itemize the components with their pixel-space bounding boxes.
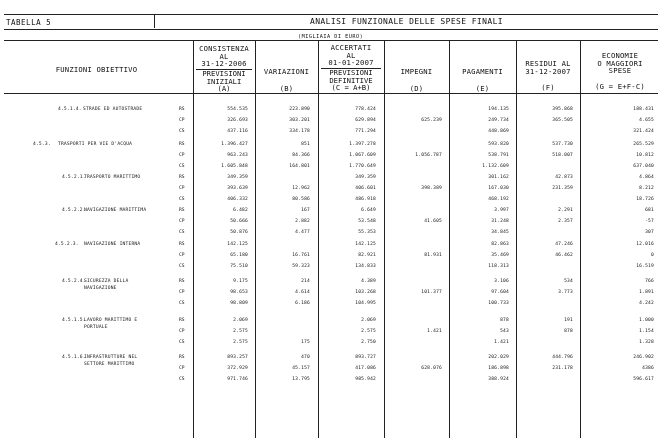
row-type-label: CS (179, 197, 185, 202)
function-code: 4.5.1.6. (62, 355, 86, 360)
cell-value: 307 (645, 230, 654, 235)
cell-value: 9.175 (233, 279, 248, 284)
cell-value: 4.614 (295, 290, 310, 295)
cell-value: 963.243 (227, 153, 248, 158)
cell-value: 0 (651, 253, 654, 258)
cell-value: 534 (564, 279, 573, 284)
cell-value: 46.462 (555, 253, 573, 258)
header-variazioni: VARIAZIONI (B) (263, 67, 310, 93)
cell-value: 878 (564, 329, 573, 334)
cell-value: 50.876 (230, 230, 248, 235)
cell-value: 893.257 (227, 355, 248, 360)
cell-value: 265.529 (633, 142, 654, 147)
function-label: STRADE ED AUTOSTRADE (83, 107, 143, 112)
cell-value: 388.924 (488, 377, 509, 382)
cell-value: 437.116 (227, 129, 248, 134)
cell-value: 1.132.609 (482, 164, 509, 169)
cell-value: 223.890 (289, 107, 310, 112)
cell-value: 1.397.278 (349, 142, 376, 147)
cell-value: 12.016 (636, 242, 654, 247)
cell-value: 35.469 (491, 253, 509, 258)
header-bottom-rule (4, 93, 658, 94)
cell-value: 3.106 (494, 279, 509, 284)
cell-value: 8.212 (639, 186, 654, 191)
cell-value: 2.575 (233, 329, 248, 334)
cell-value: 1.396.427 (221, 142, 248, 147)
cell-value: 448.869 (488, 129, 509, 134)
function-label: TRASPORTO MARITTIMO (84, 175, 141, 180)
cell-value: 41.605 (424, 219, 442, 224)
cell-value: 1.891 (639, 290, 654, 295)
cell-value: 625.239 (421, 118, 442, 123)
header-top-rule (4, 40, 658, 41)
cell-value: 1.605.848 (221, 164, 248, 169)
cell-value: 167 (301, 208, 310, 213)
cell-value: 18.726 (636, 197, 654, 202)
function-label: TRASPORTI PER VIE D'ACQUA (58, 142, 133, 147)
page-subtitle: (MIGLIAIA DI EURO) (298, 34, 364, 40)
function-code: 4.5.2.1. (62, 175, 86, 180)
cell-value: 10.812 (636, 153, 654, 158)
cell-value: 349.359 (355, 175, 376, 180)
cell-value: 2.750 (361, 340, 376, 345)
cell-value: 395.868 (552, 107, 573, 112)
cell-value: 321.424 (633, 129, 654, 134)
cell-value: 1.067.609 (349, 153, 376, 158)
cell-value: 4.864 (639, 175, 654, 180)
cell-value: 470 (301, 355, 310, 360)
function-code: 4.5.2.4. (62, 279, 86, 284)
cell-value: 1.000 (639, 318, 654, 323)
cell-value: 65.180 (230, 253, 248, 258)
header-pagamenti: PAGAMENTI (E) (462, 67, 503, 93)
function-code: 4.5.1.4. (58, 107, 82, 112)
cell-value: 55.353 (358, 230, 376, 235)
cell-value: 372.929 (227, 366, 248, 371)
cell-value: 6.482 (233, 208, 248, 213)
cell-value: 1.421 (427, 329, 442, 334)
cell-value: 593.820 (488, 142, 509, 147)
cell-value: 3.997 (494, 208, 509, 213)
cell-value: 191 (564, 318, 573, 323)
cell-value: 194.135 (488, 107, 509, 112)
cell-value: 142.125 (227, 242, 248, 247)
top-rule (4, 14, 658, 15)
header-residui: RESIDUI AL 31-12-2007 (F) (525, 59, 571, 93)
cell-value: 326.693 (227, 118, 248, 123)
cell-value: 1.154 (639, 329, 654, 334)
cell-value: 80.586 (292, 197, 310, 202)
cell-value: 1.056.787 (415, 153, 442, 158)
header-previsioni-definitive: PREVISIONI DEFINITIVE (C = A+B) (321, 68, 381, 92)
cell-value: 971.746 (227, 377, 248, 382)
cell-value: 82.863 (491, 242, 509, 247)
column-divider (449, 40, 450, 438)
cell-value: 81.931 (424, 253, 442, 258)
cell-value: 766 (645, 279, 654, 284)
row-type-label: CP (179, 219, 185, 224)
cell-value: 103.268 (355, 290, 376, 295)
row-type-label: CS (179, 377, 185, 382)
cell-value: 468.192 (488, 197, 509, 202)
cell-value: 393.639 (227, 186, 248, 191)
row-type-label: CS (179, 264, 185, 269)
cell-value: 365.505 (552, 118, 573, 123)
cell-value: 134.833 (355, 264, 376, 269)
cell-value: 42.873 (555, 175, 573, 180)
cell-value: 4.655 (639, 118, 654, 123)
cell-value: 175 (301, 340, 310, 345)
row-type-label: RS (179, 242, 185, 247)
row-type-label: CP (179, 118, 185, 123)
row-type-label: CP (179, 290, 185, 295)
cell-value: 637.040 (633, 164, 654, 169)
cell-value: 893.727 (355, 355, 376, 360)
function-label: SICUREZZA DELLA NAVIGAZIONE (84, 279, 129, 291)
cell-value: 538.791 (488, 153, 509, 158)
cell-value: 50.666 (230, 219, 248, 224)
row-type-label: CS (179, 230, 185, 235)
cell-value: 681 (645, 208, 654, 213)
cell-value: 4386 (642, 366, 654, 371)
cell-value: 100.733 (488, 301, 509, 306)
cell-value: 417.086 (355, 366, 376, 371)
cell-value: 2.069 (361, 318, 376, 323)
row-type-label: CP (179, 186, 185, 191)
cell-value: 554.535 (227, 107, 248, 112)
cell-value: 2.575 (233, 340, 248, 345)
cell-value: 985.942 (355, 377, 376, 382)
header-consistenza: CONSISTENZA AL 31-12-2006 (199, 44, 249, 69)
row-type-label: CP (179, 329, 185, 334)
cell-value: 4.242 (639, 301, 654, 306)
cell-value: 75.510 (230, 264, 248, 269)
row-type-label: RS (179, 175, 185, 180)
cell-value: 6.186 (295, 301, 310, 306)
title-separator (154, 14, 155, 28)
page-title: ANALISI FUNZIONALE DELLE SPESE FINALI (310, 17, 504, 26)
cell-value: 246.902 (633, 355, 654, 360)
column-divider (318, 40, 319, 438)
cell-value: 53.548 (358, 219, 376, 224)
cell-value: 406.601 (355, 186, 376, 191)
function-code: 4.5.2.2. (62, 208, 86, 213)
cell-value: 12.962 (292, 186, 310, 191)
function-label: NAVIGAZIONE MARITTIMA (84, 208, 147, 213)
row-type-label: CP (179, 253, 185, 258)
cell-value: 2.882 (295, 219, 310, 224)
cell-value: 104.995 (355, 301, 376, 306)
cell-value: 101.377 (421, 290, 442, 295)
cell-value: 1.328 (639, 340, 654, 345)
cell-value: 851 (301, 142, 310, 147)
cell-value: 118.313 (488, 264, 509, 269)
function-label: NAVIGAZIONE INTERNA (84, 242, 141, 247)
row-type-label: CS (179, 301, 185, 306)
cell-value: 444.796 (552, 355, 573, 360)
row-type-label: CS (179, 129, 185, 134)
row-type-label: CP (179, 153, 185, 158)
cell-value: 231.178 (552, 366, 573, 371)
cell-value: 45.157 (292, 366, 310, 371)
cell-value: 59.323 (292, 264, 310, 269)
cell-value: 543 (500, 329, 509, 334)
cell-value: 142.125 (355, 242, 376, 247)
cell-value: 97.604 (491, 290, 509, 295)
cell-value: 2.357 (558, 219, 573, 224)
cell-value: 4.389 (361, 279, 376, 284)
cell-value: 2.291 (558, 208, 573, 213)
column-divider (384, 40, 385, 438)
cell-value: 518.007 (552, 153, 573, 158)
header-accertati: ACCERTATI AL 01-01-2007 (328, 43, 374, 68)
cell-value: 231.359 (552, 186, 573, 191)
row-type-label: CS (179, 164, 185, 169)
row-type-label: CS (179, 340, 185, 345)
cell-value: 82.921 (358, 253, 376, 258)
cell-value: 6.649 (361, 208, 376, 213)
cell-value: 628.076 (421, 366, 442, 371)
cell-value: 188.431 (633, 107, 654, 112)
cell-value: 31.248 (491, 219, 509, 224)
column-divider (516, 40, 517, 438)
cell-value: 214 (301, 279, 310, 284)
column-divider (580, 40, 581, 438)
cell-value: 334.178 (289, 129, 310, 134)
cell-value: 13.795 (292, 377, 310, 382)
cell-value: 164.801 (289, 164, 310, 169)
cell-value: -57 (645, 219, 654, 224)
header-impegni: IMPEGNI (D) (400, 67, 433, 93)
cell-value: 186.898 (488, 366, 509, 371)
cell-value: 486.918 (355, 197, 376, 202)
cell-value: 771.294 (355, 129, 376, 134)
cell-value: 34.845 (491, 230, 509, 235)
cell-value: 167.030 (488, 186, 509, 191)
cell-value: 2.575 (361, 329, 376, 334)
function-code: 4.5.2.3. (55, 242, 79, 247)
cell-value: 202.029 (488, 355, 509, 360)
cell-value: 629.894 (355, 118, 376, 123)
table-label: TABELLA 5 (6, 18, 52, 27)
cell-value: 16.761 (292, 253, 310, 258)
row-type-label: CP (179, 366, 185, 371)
cell-value: 2.069 (233, 318, 248, 323)
cell-value: 596.617 (633, 377, 654, 382)
cell-value: 537.730 (552, 142, 573, 147)
cell-value: 349.359 (227, 175, 248, 180)
cell-value: 16.519 (636, 264, 654, 269)
cell-value: 406.332 (227, 197, 248, 202)
cell-value: 1.421 (494, 340, 509, 345)
row-type-label: RS (179, 279, 185, 284)
header-economie: ECONOMIE O MAGGIORI SPESE (G = E+F-C) (595, 51, 645, 91)
function-label: INFRASTRUTTURE NEL SETTORE MARITTIMO (84, 355, 138, 367)
row-type-label: RS (179, 107, 185, 112)
cell-value: 249.734 (488, 118, 509, 123)
cell-value: 303.201 (289, 118, 310, 123)
cell-value: 301.162 (488, 175, 509, 180)
cell-value: 4.477 (295, 230, 310, 235)
row-type-label: RS (179, 355, 185, 360)
function-code: 4.5.1.5. (62, 318, 86, 323)
function-label: LAVORO MARITTIMO E PORTUALE (84, 318, 138, 330)
function-code: 4.5.3. (33, 142, 51, 147)
row-type-label: RS (179, 208, 185, 213)
cell-value: 84.366 (292, 153, 310, 158)
header-previsioni-iniziali: PREVISIONI INIZIALI (A) (196, 69, 252, 93)
cell-value: 398.389 (421, 186, 442, 191)
row-type-label: RS (179, 318, 185, 323)
cell-value: 1.770.649 (349, 164, 376, 169)
cell-value: 98.809 (230, 301, 248, 306)
title-bottom-rule (4, 29, 658, 30)
cell-value: 3.773 (558, 290, 573, 295)
cell-value: 778.424 (355, 107, 376, 112)
header-funzioni: FUNZIONI OBIETTIVO (55, 65, 138, 74)
row-type-label: RS (179, 142, 185, 147)
cell-value: 47.246 (555, 242, 573, 247)
cell-value: 98.653 (230, 290, 248, 295)
cell-value: 878 (500, 318, 509, 323)
